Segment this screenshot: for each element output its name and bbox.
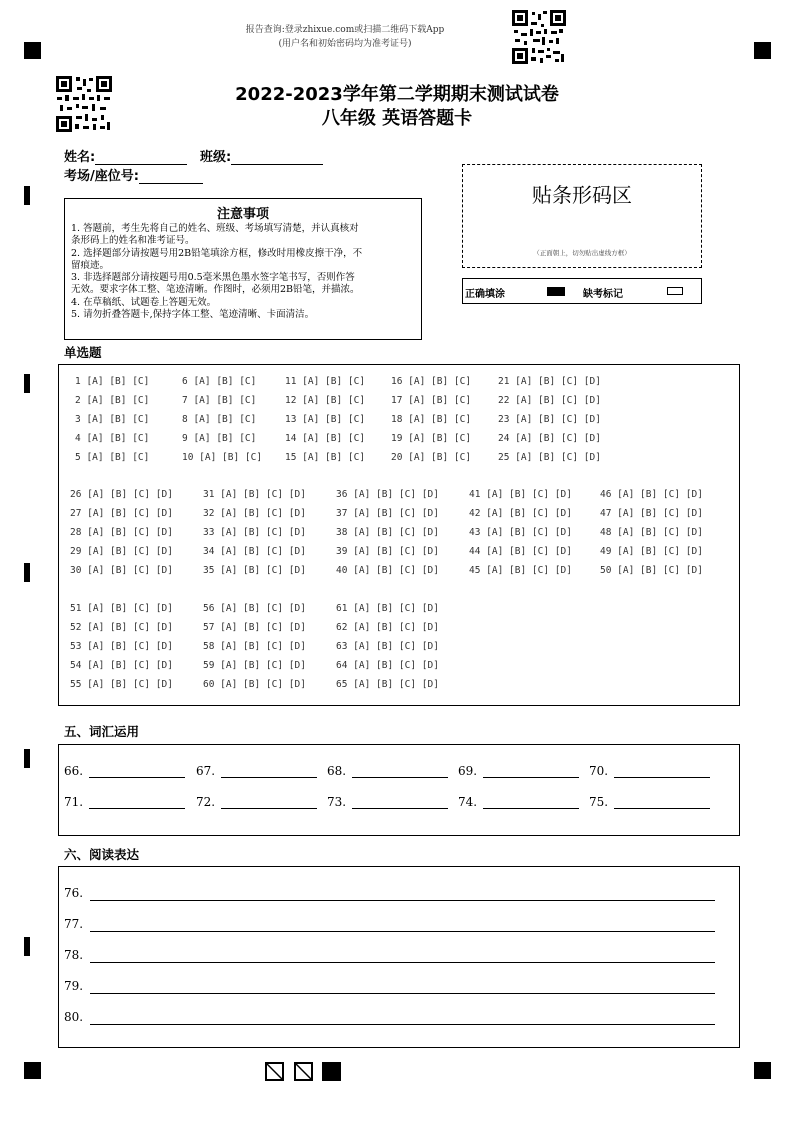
choice-question[interactable]: 60 [A] [B] [C] [D]: [203, 679, 306, 690]
page-code-box: [294, 1062, 313, 1081]
choice-question[interactable]: 16 [A] [B] [C]: [391, 376, 472, 387]
answer-line: [90, 1024, 715, 1025]
choice-question[interactable]: 30 [A] [B] [C] [D]: [70, 565, 173, 576]
timing-mark: [24, 186, 30, 205]
barcode-note: （正面朝上，切勿贴出虚线方框）: [533, 249, 631, 257]
answer-line: [89, 796, 185, 809]
choice-question[interactable]: 58 [A] [B] [C] [D]: [203, 641, 306, 652]
class-label: 班级:: [200, 150, 232, 165]
choice-question[interactable]: 46 [A] [B] [C] [D]: [600, 489, 703, 500]
choice-question[interactable]: 36 [A] [B] [C] [D]: [336, 489, 439, 500]
reading-number: 78.: [64, 948, 84, 962]
alignment-mark: [24, 42, 41, 59]
choice-question[interactable]: 55 [A] [B] [C] [D]: [70, 679, 173, 690]
choice-question[interactable]: 29 [A] [B] [C] [D]: [70, 546, 173, 557]
notice-title: 注意事项: [216, 207, 269, 222]
correct-fill-sample: [547, 287, 565, 296]
choice-question[interactable]: 35 [A] [B] [C] [D]: [203, 565, 306, 576]
choice-question[interactable]: 49 [A] [B] [C] [D]: [600, 546, 703, 557]
vocab-blank[interactable]: [327, 764, 448, 778]
choice-question[interactable]: 20 [A] [B] [C]: [391, 452, 472, 463]
choice-question[interactable]: 56 [A] [B] [C] [D]: [203, 603, 306, 614]
choice-question[interactable]: 1 [A] [B] [C]: [75, 376, 150, 387]
notice-lines: [65, 223, 421, 321]
choice-question[interactable]: 28 [A] [B] [C] [D]: [70, 527, 173, 538]
choice-question[interactable]: 48 [A] [B] [C] [D]: [600, 527, 703, 538]
vocab-number: 73.: [327, 795, 347, 809]
choice-question[interactable]: 64 [A] [B] [C] [D]: [336, 660, 439, 671]
timing-mark: [24, 374, 30, 393]
vocab-number: 69.: [458, 764, 478, 778]
choice-question[interactable]: 34 [A] [B] [C] [D]: [203, 546, 306, 557]
vocab-blank[interactable]: [64, 795, 185, 809]
timing-mark: [24, 749, 30, 768]
vocab-number: 74.: [458, 795, 478, 809]
choice-question[interactable]: 6 [A] [B] [C]: [182, 376, 257, 387]
reading-answer-row[interactable]: [64, 948, 724, 966]
answer-line: [90, 900, 715, 901]
reading-section-title: 六、阅读表达: [64, 847, 140, 862]
choice-question[interactable]: 54 [A] [B] [C] [D]: [70, 660, 173, 671]
choice-question[interactable]: 9 [A] [B] [C]: [182, 433, 257, 444]
vocab-blank[interactable]: [196, 764, 317, 778]
page-code-box: [322, 1062, 341, 1081]
choice-question[interactable]: 42 [A] [B] [C] [D]: [469, 508, 572, 519]
vocab-number: 71.: [64, 795, 84, 809]
reading-number: 76.: [64, 886, 84, 900]
choice-question[interactable]: 65 [A] [B] [C] [D]: [336, 679, 439, 690]
vocab-number: 66.: [64, 764, 84, 778]
alignment-mark: [24, 1062, 41, 1079]
vocab-number: 72.: [196, 795, 216, 809]
answer-line: [614, 765, 710, 778]
notice-line: 条形码上的姓名和准考证号。: [71, 235, 195, 247]
choice-question[interactable]: 21 [A] [B] [C] [D]: [498, 376, 601, 387]
absent-mark-label: 缺考标记: [583, 289, 623, 300]
barcode-title: 贴条形码区: [532, 183, 632, 207]
choice-question[interactable]: 47 [A] [B] [C] [D]: [600, 508, 703, 519]
choice-question[interactable]: 15 [A] [B] [C]: [285, 452, 366, 463]
choice-question[interactable]: 53 [A] [B] [C] [D]: [70, 641, 173, 652]
vocab-number: 70.: [589, 764, 609, 778]
name-label: 姓名:: [64, 150, 96, 165]
choice-question[interactable]: 10 [A] [B] [C]: [182, 452, 263, 463]
choice-question[interactable]: 18 [A] [B] [C]: [391, 414, 472, 425]
notice-box: [64, 198, 422, 340]
notice-line: 5. 请勿折叠答题卡,保持字体工整、笔迹清晰、卡面清洁。: [71, 309, 315, 321]
reading-number: 80.: [64, 1010, 84, 1024]
vocab-number: 67.: [196, 764, 216, 778]
vocab-blank[interactable]: [458, 795, 579, 809]
reading-answer-row[interactable]: [64, 886, 724, 904]
choice-question[interactable]: 4 [A] [B] [C]: [75, 433, 150, 444]
timing-mark: [24, 937, 30, 956]
vocab-number: 68.: [327, 764, 347, 778]
choice-question[interactable]: 45 [A] [B] [C] [D]: [469, 565, 572, 576]
notice-line: 2. 选择题部分请按题号用2B铅笔填涂方框，修改时用橡皮擦干净，不: [71, 247, 363, 259]
answer-line: [90, 931, 715, 932]
choice-question[interactable]: 57 [A] [B] [C] [D]: [203, 622, 306, 633]
notice-line: 3. 非选择题部分请按题号用0.5毫米黑色墨水签字笔书写，否则作答: [71, 272, 355, 284]
absent-mark-box[interactable]: [667, 287, 683, 295]
report-query-tip: 报告查询:登录zhixue.com或扫描二维码下载App: [245, 25, 445, 35]
choice-question[interactable]: 5 [A] [B] [C]: [75, 452, 150, 463]
choice-question[interactable]: 43 [A] [B] [C] [D]: [469, 527, 572, 538]
alignment-mark: [754, 1062, 771, 1079]
choice-question[interactable]: 27 [A] [B] [C] [D]: [70, 508, 173, 519]
choice-question[interactable]: 31 [A] [B] [C] [D]: [203, 489, 306, 500]
answer-line: [614, 796, 710, 809]
vocab-blank[interactable]: [589, 795, 710, 809]
choice-question[interactable]: 14 [A] [B] [C]: [285, 433, 366, 444]
answer-line: [90, 993, 715, 994]
choice-question[interactable]: 52 [A] [B] [C] [D]: [70, 622, 173, 633]
vocab-answer-area: [58, 744, 740, 836]
answer-line: [90, 962, 715, 963]
choice-question[interactable]: 62 [A] [B] [C] [D]: [336, 622, 439, 633]
barcode-area[interactable]: [462, 164, 702, 268]
choice-question[interactable]: 63 [A] [B] [C] [D]: [336, 641, 439, 652]
seat-field[interactable]: [64, 165, 203, 184]
choice-question[interactable]: 24 [A] [B] [C] [D]: [498, 433, 601, 444]
seat-line: [139, 169, 203, 184]
choice-question[interactable]: 22 [A] [B] [C] [D]: [498, 395, 601, 406]
choice-question[interactable]: 3 [A] [B] [C]: [75, 414, 150, 425]
vocab-blank[interactable]: [458, 764, 579, 778]
reading-number: 77.: [64, 917, 84, 931]
choice-question[interactable]: 33 [A] [B] [C] [D]: [203, 527, 306, 538]
notice-line: 无效。要求字体工整、笔迹清晰。作图时，必须用2B铅笔，并描浓。: [71, 284, 360, 296]
notice-line: 留痕迹。: [71, 259, 110, 271]
choice-question[interactable]: 38 [A] [B] [C] [D]: [336, 527, 439, 538]
choice-question[interactable]: 11 [A] [B] [C]: [285, 376, 366, 387]
choice-question[interactable]: 41 [A] [B] [C] [D]: [469, 489, 572, 500]
class-line: [231, 150, 323, 165]
exam-title: 2022-2023学年第二学期期末测试试卷: [235, 84, 559, 105]
choice-question[interactable]: 61 [A] [B] [C] [D]: [336, 603, 439, 614]
reading-number: 79.: [64, 979, 84, 993]
vocab-blank[interactable]: [327, 795, 448, 809]
seat-label: 考场/座位号:: [64, 169, 139, 184]
name-line: [95, 150, 187, 165]
vocab-blank[interactable]: [589, 764, 710, 778]
choice-question[interactable]: 12 [A] [B] [C]: [285, 395, 366, 406]
choice-question[interactable]: 51 [A] [B] [C] [D]: [70, 603, 173, 614]
choice-question[interactable]: 32 [A] [B] [C] [D]: [203, 508, 306, 519]
vocab-blank[interactable]: [64, 764, 185, 778]
choice-question[interactable]: 7 [A] [B] [C]: [182, 395, 257, 406]
choice-section-title: 单选题: [64, 345, 102, 360]
answer-line: [221, 796, 317, 809]
choice-question[interactable]: 40 [A] [B] [C] [D]: [336, 565, 439, 576]
choice-question[interactable]: 2 [A] [B] [C]: [75, 395, 150, 406]
choice-question[interactable]: 13 [A] [B] [C]: [285, 414, 366, 425]
reading-answer-row[interactable]: [64, 979, 724, 997]
reading-answer-row[interactable]: [64, 917, 724, 935]
app-qr-code: [512, 10, 566, 64]
page-code-box: [265, 1062, 284, 1081]
choice-question[interactable]: 59 [A] [B] [C] [D]: [203, 660, 306, 671]
choice-question[interactable]: 8 [A] [B] [C]: [182, 414, 257, 425]
choice-question[interactable]: 37 [A] [B] [C] [D]: [336, 508, 439, 519]
notice-line: 4. 在草稿纸、试题卷上答题无效。: [71, 296, 217, 308]
choice-question[interactable]: 19 [A] [B] [C]: [391, 433, 472, 444]
answer-line: [221, 765, 317, 778]
answer-line: [352, 796, 448, 809]
exam-subtitle: 八年级 英语答题卡: [321, 108, 473, 129]
alignment-mark: [754, 42, 771, 59]
answer-line: [89, 765, 185, 778]
choice-question[interactable]: 26 [A] [B] [C] [D]: [70, 489, 173, 500]
choice-question[interactable]: 17 [A] [B] [C]: [391, 395, 472, 406]
choice-question[interactable]: 39 [A] [B] [C] [D]: [336, 546, 439, 557]
choice-question[interactable]: 44 [A] [B] [C] [D]: [469, 546, 572, 557]
vocab-number: 75.: [589, 795, 609, 809]
class-field[interactable]: [200, 146, 323, 165]
correct-fill-label: 正确填涂: [465, 289, 505, 300]
answer-line: [483, 796, 579, 809]
vocab-blank[interactable]: [196, 795, 317, 809]
name-field[interactable]: [64, 146, 187, 165]
timing-mark: [24, 563, 30, 582]
choice-question[interactable]: 50 [A] [B] [C] [D]: [600, 565, 703, 576]
reading-answer-row[interactable]: [64, 1010, 724, 1028]
choice-question[interactable]: 23 [A] [B] [C] [D]: [498, 414, 601, 425]
notice-line: 1. 答题前，考生先将自己的姓名、班级、考场填写清楚，并认真核对: [71, 223, 359, 234]
fill-legend: [462, 278, 702, 304]
choice-question[interactable]: 25 [A] [B] [C] [D]: [498, 452, 601, 463]
vocab-section-title: 五、词汇运用: [64, 724, 140, 739]
answer-line: [352, 765, 448, 778]
answer-line: [483, 765, 579, 778]
login-hint: (用户名和初始密码均为准考证号): [278, 39, 412, 49]
